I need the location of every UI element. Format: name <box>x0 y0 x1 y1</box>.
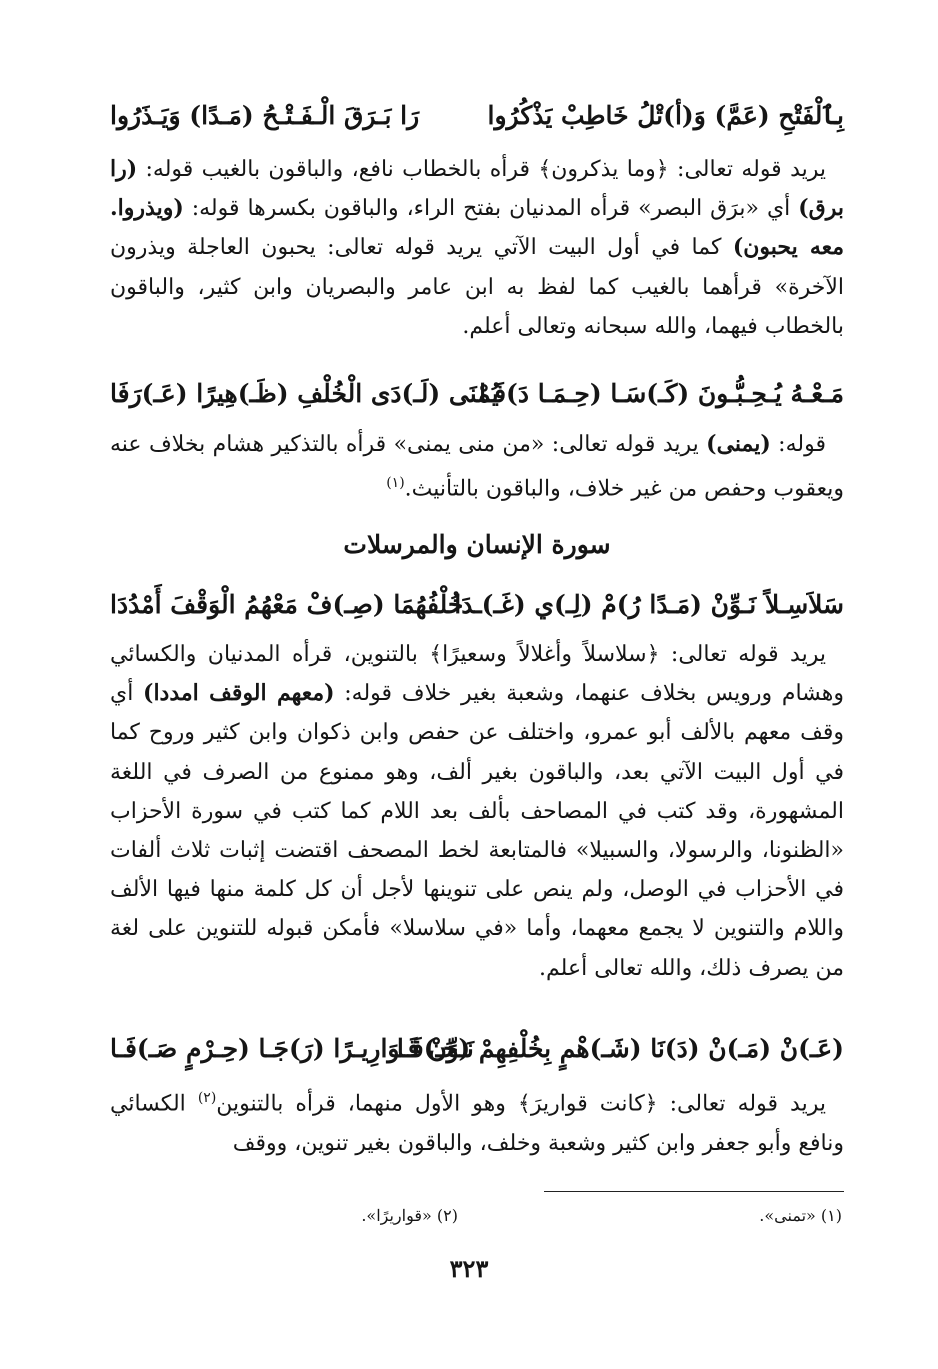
section-title: سورة الإنسان والمرسلات <box>343 530 611 559</box>
verse-second-hemistich: نَـوِّنْ قَـوَارِيـرًا (رَ)جَـا (حِـرْمٍ صَـ)فَـا <box>110 1034 474 1063</box>
verse-first-hemistich: (عَـ)نْ (مَـ)نْ (دَ)نَا (شَـ)هْمٍ بِخُلْفِهِمْ (حَـ)فَـا <box>396 1034 844 1063</box>
footnote-marker: (٢) <box>197 1090 217 1106</box>
commentary-paragraph: يريد قوله تعالى: ﴿سلاسلاً وأغلالاً وسعيرًا﴾ بالتنوين، قرأه المدنيان والكسائي وهشام ورويس بخلاف عنهما، وشعبة بغير خلاف قوله: (معهم الوقف امددا) أي وقف معهم بالألف أبو عمرو، واختلف عن حفص وابن ذكوان وابن كثير وروح كما في أول البيت الآتي بعد، والباقون بغير ألف، وهو ممنوع من الصرف في اللغة المشهورة، وقد كتب في المصاحف بألف بعد اللام كما كتب في سورة الأحزاب «الظنونا، والرسولا، والسبيلا» فالمتابعة لخط المصحف اقتضت إثبات ثلاث ألفات في الأحزاب في الوصل، ولم ينص على تنوينها لأجل أن كل كلمة منها فيها الألف واللام والتنوين لا يجمع معهما، وأما «في سلاسلا» فأمكن قبوله للتنوين على لغة من يصرف ذلك، والله تعالى أعلم. <box>110 642 844 981</box>
footnote-number: (٢) <box>436 1206 458 1225</box>
poem-verse <box>110 372 844 416</box>
footnote <box>759 1203 842 1229</box>
poem-verse <box>110 583 844 627</box>
footnote-marker: (١) <box>386 475 405 492</box>
verse-second-hemistich: رَا بَـرَقَ الْـفَـتْـحُ (مَـدًا) وَيَـذَرُوا <box>110 101 420 130</box>
footnote-text: «قواريرًا». <box>361 1206 432 1225</box>
verse-first-hemistich: مَـعْـهُ يُـحِـبُّـونَ (كَـ)سَـا (حِـمَـا دَ)فَـا <box>479 379 844 408</box>
footnote-number: (١) <box>820 1206 842 1225</box>
poem-verse <box>110 1027 844 1071</box>
commentary-paragraph: يريد قوله تعالى: ﴿كانت قواريرَ﴾ وهو الأول منهما، قرأه بالتنوين$^{(٢)}$ الكسائي ونافع وأبو جعفر وابن كثير وشعبة وخلف، والباقون بغير تنوين، ووقف <box>110 1090 844 1156</box>
commentary-paragraph: قوله: (يمنى) يريد قوله تعالى: «من منى يمنى» قرأه بالتذكير هشام بخلاف عنه ويعقوب وحفص من غير خلاف، والباقون بالتأنيث.$^{(١)}$ <box>110 431 844 502</box>
commentary-paragraph: يريد قوله تعالى: ﴿وما يذكرون﴾ قرأه بالخطاب نافع، والباقون بالغيب قوله: (را برق) أي «برَق البصر» قرأه المدنيان بفتح الراء، والباقون بكسرها قوله: (ويذروا. معه يحبون) كما في أول البيت الآتي يريد قوله تعالى: يحبون العاجلة ويذرون الآخرة» قرأهما بالغيب كما لفظ به ابن عامر والبصريان وابن كثير، والباقون بالخطاب فيهما، والله سبحانه وتعالى أعلم. <box>110 156 845 339</box>
footnote-divider <box>544 1191 844 1192</box>
page-number: ٣٢٣ <box>449 1254 489 1283</box>
verse-second-hemistich: يُمْنَى (لَـ)دَى الْخُلْفِ (ظَـ)هِيرًا (عَـ)رَفَا <box>110 379 499 408</box>
footnote-text: «تمنى». <box>759 1206 816 1225</box>
poem-verse <box>110 94 844 138</box>
verse-first-hemistich: سَلاَسِـلاً نَـوِّنْ (مَـدًا رُ)مْ (لِـ)ي (غَـ)ـدَا <box>454 590 844 619</box>
footnote <box>361 1203 458 1229</box>
verse-second-hemistich: خُلْفُهُمَا (صِـ)فْ مَعْهُمُ الْوَقْفَ أَمْدُدَا <box>110 590 464 619</box>
verse-first-hemistich: بِٱلْفَتْحِ (عَمَّ) وَ(أ)تْلُ خَاطِبْ يَذْكُرُوا <box>487 101 844 130</box>
